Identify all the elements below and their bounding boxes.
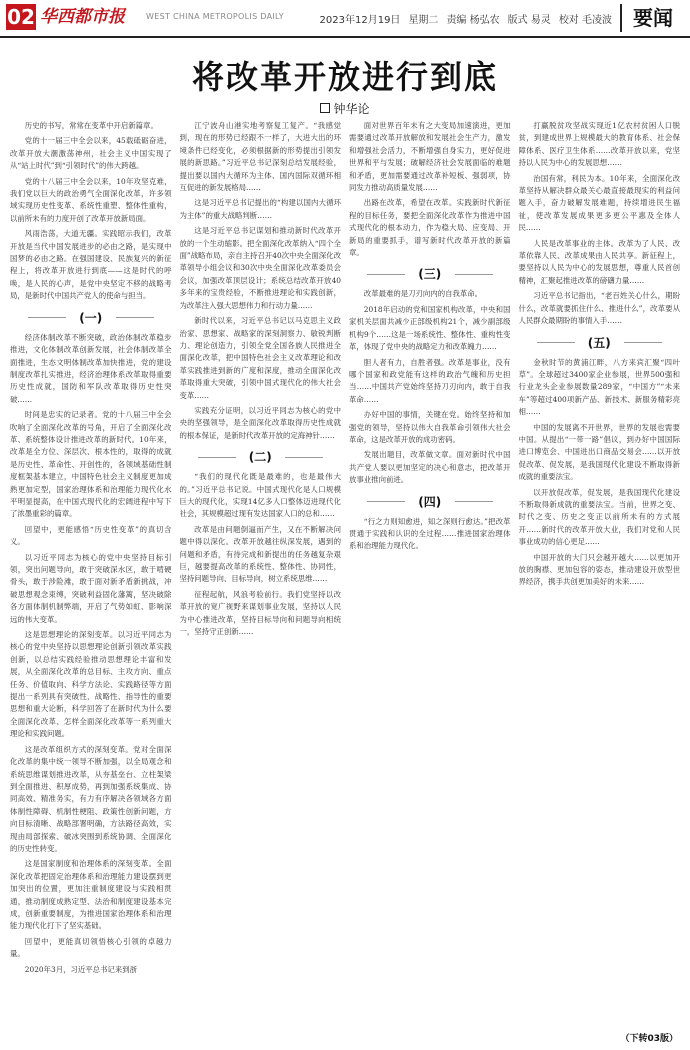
paragraph: 中国的发展离不开世界，世界的发展也需要中国。从提出“一带一路”倡议，到办好中国国际进口博览会、中国进出口商品交易会……以开放促改革、促发展，是我国现代化建设不断取得新成就的重要法宝。 <box>518 422 680 482</box>
article-title: 将改革开放进行到底 <box>191 58 498 96</box>
article-byline <box>0 100 690 117</box>
page-number: 02 <box>7 5 35 29</box>
newspaper-name-en: WEST CHINA METROPOLIS DAILY <box>146 12 284 21</box>
paragraph: 以开放促改革，促发展，是我国现代化建设不断取得新成就的重要法宝。当前，世界之变、时代之变、历史之变正以前所未有的方式展开……新时代的改革开放大业，我们对党和人民事业成功的信心更足…… <box>518 487 680 547</box>
paragraph: 时间是忠实的记录者。党的十八届三中全会吹响了全面深化改革的号角，开启了全面深化改革、系统整体设计推进改革的新时代。10年来，改革是全方位、深层次、根本性的，取得的成就是历史性、革命性、开创性的，各领域基础性制度框架基本建立，中国特色社会主义制度更加成熟更加定型，国家治理体系和治理能力现代化水平明显提高，在中国式现代化的宏阔进程中写下了浓墨重彩的篇章。 <box>10 410 172 519</box>
paragraph: “我们的现代化既是最难的，也是最伟大的。”习近平总书记说。中国式现代化是人口规模巨大的现代化，实现14亿多人口整体迈进现代化社会，其规模超过现有发达国家人口的总和…… <box>179 472 341 519</box>
column-1 <box>10 120 172 1040</box>
paragraph: 征程起航，风浪考验前行。我们党坚持以改革开放的宽广视野来谋划事业发展，坚持以人民为中心推进改革，坚持目标导向和问题导向相统一，坚持守正创新…… <box>179 589 341 637</box>
paragraph: 实践充分证明，以习近平同志为核心的党中央的坚强领导，是全面深化改革取得历史性成就的根本保证，是新时代改革开放的定海神针…… <box>179 405 341 440</box>
column-3 <box>349 120 511 1040</box>
subhead-1: (一) <box>10 309 172 326</box>
paragraph: 2020年3月，习近平总书记来到浙 <box>24 964 137 974</box>
paragraph: 这是国家制度和治理体系的深刻变革。全面深化改革把固定治理体系和治理能力建设摆到更加突出的位置，更加注重制度建设与实践相贯通，推动制度成熟定型、法治和制度建设基本完成，创新重要制度，为推进国家治理体系和治理能力现代化打下了坚实基础。 <box>10 859 172 931</box>
paragraph: 这是习近平总书记谋划和推动新时代改革开放的一个生动缩影。把全面深化改革纳入“四个全面”战略布局，亲自主持召开40次中央全面深化改革领导小组会议和30次中央全面深化改革委员会会议，加强改革顶层设计；系统总结改革开放40多年来的宝贵经验，不断推进理论和实践创新，为改革注入强大思想伟力和行动力量…… <box>179 226 341 310</box>
paragraph: 办好中国的事情，关键在党。始终坚持和加强党的领导，坚持以伟大自我革命引领伟大社会革命，这是改革开放的成功密码。 <box>349 410 511 444</box>
paragraph: 习近平总书记指出，“老百姓关心什么，期盼什么，改革就要抓住什么、推进什么”，改革要从人民群众最期盼的事情入手…… <box>518 291 680 326</box>
subhead-4: (四) <box>349 493 511 510</box>
byline-box-icon <box>320 103 330 113</box>
paragraph: 2018年启动的党和国家机构改革，中央和国家机关层面共减少正部级机构21个，减少副部级机构9个……这是一场系统性、整体性、重构性变革，体现了党中央的战略定力和改革魄力…… <box>349 304 511 352</box>
paragraph: 改革是由问题倒逼而产生，又在不断解决问题中得以深化。改革开放越往纵深发展，遇到的问题和矛盾，有待完成和新提出的任务越复杂艰巨，越要提高改革的系统性、整体性、协同性，坚持问题导向、目标导向，树立系统思维…… <box>179 524 341 584</box>
issue-meta <box>320 11 612 26</box>
editor-credit: 责编 杨弘农 <box>446 15 500 26</box>
paragraph: 中国开放的大门只会越开越大……以更加开放的胸襟、更加包容的姿态，推动建设开放型世界经济，携手共创更加美好的未来…… <box>518 552 680 587</box>
paragraph: 风雨浩荡，大道无疆。实践昭示我们，改革开放是当代中国发展进步的必由之路，是实现中国梦的必由之路。在强国建设、民族复兴的新征程上，将改革开放进行到底——这是时代的呼唤，是人民的心声，是党中央坚定不移的战略考局，是新时代中国共产党人的使命与担当。 <box>10 229 172 301</box>
paragraph: 以习近平同志为核心的党中央坚持目标引领，突出问题导向，敢于突破深水区，敢于啃硬骨头，敢于涉险滩，敢于面对新矛盾新挑战，冲破思想观念束缚，突破利益固化藩篱，坚决破除各方面体制机制弊端，开启了气势如虹、影响深远的伟大变革。 <box>10 552 172 624</box>
section-label: 要闻 <box>620 4 684 32</box>
author-name: 钟华论 <box>333 102 370 116</box>
paragraph: 这是思想理论的深刻变革。以习近平同志为核心的党中央坚持以思想理论创新引领改革实践创新，以总结实践经验推动思想理论丰富和发展，从全面深化改革的总目标、主攻方向、重点任务、价值取向、科学方法论、实践路径等方面提出一系列具有突破性、战略性、指导性的重要思想和重大论断，科学回答了在新时代为什么要全面深化改革、怎样全面深化改革等一系列重大理论和实践问题。 <box>10 630 172 739</box>
proofreader-credit: 校对 毛凌波 <box>558 15 612 26</box>
paragraph: 改革最难的是刀刃向内的自我革命。 <box>363 289 483 299</box>
paragraph: 治国有常，利民为本。10年来，全面深化改革坚持从解决群众最关心最直接最现实的利益问题入手，奋力破解发展难题，持续增进民生福祉，使改革发展成果更多更公平惠及全体人民…… <box>518 173 680 233</box>
paragraph: 党的十一届三中全会以来，45载砥砺奋进，改革开放大潮激荡神州，社会主义中国实现了从“站上时代”到“引领时代”的伟大跨越。 <box>10 136 172 171</box>
paragraph: 历史的书写，常常在变革中开启新篇章。 <box>24 121 158 130</box>
issue-weekday: 星期二 <box>408 15 439 26</box>
paragraph: 回望中，更能感悟“历史性变革”的真切含义。 <box>10 524 172 547</box>
subhead-5: (五) <box>519 334 681 351</box>
paragraph: 党的十八届三中全会以来，10年攻坚克难，我们党以巨大的政治勇气全面深化改革，许多领域实现历史性变革、系统性重塑、整体性重构，以前所未有的力度开创了改革开放新局面。 <box>10 176 172 223</box>
continued-note: （下转03版） <box>620 1034 678 1044</box>
column-2 <box>180 120 342 1040</box>
paragraph: 打赢脱贫攻坚战实现近1亿农村贫困人口脱贫，到建成世界上规模最大的教育体系、社会保障体系、医疗卫生体系……改革开放以来，党坚持以人民为中心的发展思想…… <box>518 121 680 168</box>
column-4 <box>519 120 681 1040</box>
paragraph: 回望中，更能真切领悟核心引领的卓越力量。 <box>10 936 172 959</box>
paragraph: 江宁波舟山港实地考察复工复产。“我感觉到，现在的形势已经跟不一样了，大进大出的环境条件已经变化，必须根据新的形势提出引领发展的新思路。”习近平总书记深刻总结发展经验，提出要以国内大循环为主体、国内国际双循环相互促进的新发展格局…… <box>179 121 341 193</box>
issue-date: 2023年12月19日 <box>319 15 401 26</box>
article-body <box>10 120 680 1040</box>
paragraph: 出路在改革，希望在改革。实践新时代新征程的目标任务，要把全面深化改革作为推进中国式现代化的根本动力，作为稳大局、应变局、开新局的重要抓手，谱写新时代改革开放的新篇章。 <box>349 198 511 258</box>
paragraph: 这是习近平总书记提出的“构建以国内大循环为主体”的重大战略判断…… <box>179 198 341 220</box>
paragraph: 新时代以来，习近平总书记以马克思主义政治家、思想家、战略家的深刻洞察力、敏锐判断力、理论创造力，引领全党全国各族人民推进全面深化改革，把中国特色社会主义改革理论和改革实践推进到新的广度和深度，推动全面深化改革取得重大突破，引领中国式现代化的伟大社会变革…… <box>179 316 341 400</box>
paragraph: “行之力则知愈进，知之深则行愈达。”把改革贯通于实践和认识的全过程……推进国家治理体系和治理能力现代化。 <box>349 516 511 551</box>
paragraph: 面对世界百年未有之大变局加速演进，更加需要通过改革开放解放和发展社会生产力，激发和增强社会活力，不断增强自身实力，更好促进世界和平与发展；破解经济社会发展面临的难题和矛盾，更加需要通过改革补短板、强弱项，协同发力推动高质量发展…… <box>349 121 511 193</box>
paragraph: 人民是改革事业的主体。改革为了人民、改革依靠人民、改革成果由人民共享。新征程上，要坚持以人民为中心的发展思想，尊重人民首创精神，汇聚起推进改革的磅礴力量…… <box>518 238 680 285</box>
paragraph: 这是改革组织方式的深刻变革。党对全面深化改革的集中统一领导不断加强，以全局观念和系统思维谋划推进改革，从夯基垒台、立柱架梁到全面推进、积厚成势，再到加强系统集成、协同高效、精准务实，有力有序解决各领域各方面体制性障碍、机制性梗阻、政策性创新问题，方向目标清晰、战略部署明确，方法路径高效，实现由局部探索、破冰突围到系统协调、全面深化的历史性转变。 <box>10 744 172 853</box>
paragraph: 胆人者有力，自胜者强。改革是事业，没有哪个国家和政党能有这样的政治气魄和历史担当……中国共产党始终坚持刀刃向内，敢于自我革命…… <box>349 357 511 404</box>
paragraph: 发展出题目，改革做文章。面对新时代中国共产党人要以更加坚定的决心和意志，把改革开放事业推向前进。 <box>349 450 511 485</box>
subhead-3: (三) <box>349 265 511 282</box>
newspaper-name: 华西都市报 <box>40 7 125 27</box>
subhead-2: (二) <box>180 448 342 465</box>
layout-credit: 版式 易灵 <box>507 15 551 26</box>
masthead <box>0 0 690 38</box>
paragraph: 经济体制改革不断突破，政治体制改革稳步推进，文化体制改革创新发展，社会体制改革全面推进，生态文明体制改革加快推进，党的建设制度改革扎实推进，经济治理体系改革取得重要历史性成就，国防和军队改革取得历史性突破…… <box>10 332 172 404</box>
paragraph: 金秋时节的黄浦江畔，八方来宾汇聚“四叶草”。全球超过3400家企业参展，世界500强和行业龙头企业参展数量289家，“中国方”“未来车”等超过400项新产品、新技术、新服务精彩亮相…… <box>518 357 680 417</box>
